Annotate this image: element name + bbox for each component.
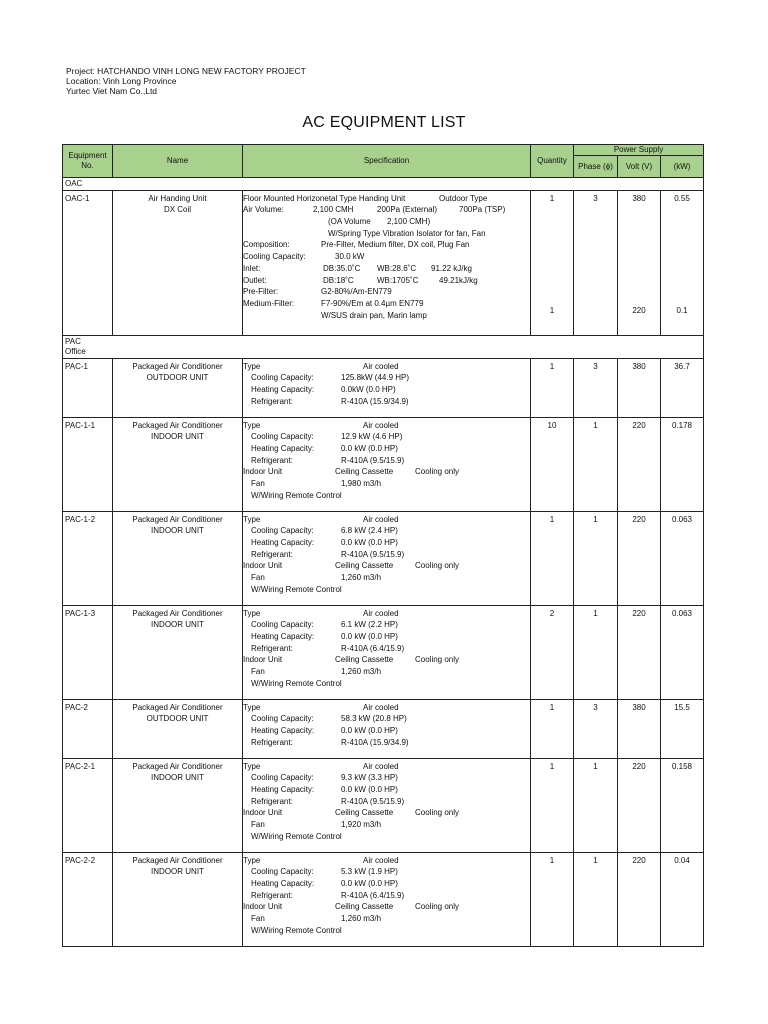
table-row-pac-1-3 [63,605,704,699]
refrigerant-value: R-410A (6.4/15.9) [341,643,405,653]
fan-value: 1,980 m3/h [341,479,382,489]
name-line-1: Packaged Air Conditioner [132,761,223,771]
heating-value: 0.0 kW (0.0 HP) [341,785,398,795]
volt-value: 220 [632,305,646,315]
fan-label: Fan [251,820,265,830]
unit-type-value: Ceiling Cassette [335,902,394,912]
refrigerant-label: Refrigerant: [251,737,293,747]
cooling-label: Cooling Capacity: [251,526,314,536]
location-line: Location: Vinh Long Province [66,76,177,86]
name-line-2: DX Coil [163,205,192,215]
section-row-pac [63,335,704,358]
quantity-cell: 1 [531,852,574,946]
quantity-cell: 1 [531,358,574,417]
remote-control-text: W/Wiring Remote Control [251,490,342,500]
volt-cell [618,190,661,335]
fan-label: Fan [251,479,265,489]
name-line-2: INDOOR UNIT [151,526,204,536]
equipment-no: PAC-2-1 [63,758,113,852]
equipment-name [113,511,243,605]
quantity-value: 1 [549,193,555,203]
cooling-value: 6.8 kW (2.4 HP) [341,526,398,536]
name-line-1: Packaged Air Conditioner [132,361,223,371]
cooling-label: Cooling Capacity: [251,373,314,383]
fan-label: Fan [251,667,265,677]
col-volt: Volt (V) [618,156,661,178]
equipment-no: PAC-2 [63,699,113,758]
specification-cell [243,605,531,699]
spec-text: Inlet: [243,263,261,273]
cooling-label: Cooling Capacity: [251,432,314,442]
volt-cell: 220 [618,417,661,511]
spec-text: WB:1705˚C [377,275,419,285]
name-line-2: OUTDOOR UNIT [146,373,209,383]
spec-text: Outdoor Type [439,193,488,203]
name-line-2: INDOOR UNIT [151,867,204,877]
spec-text: 91.22 kJ/kg [431,263,472,273]
col-power-supply: Power Supply [574,145,704,156]
refrigerant-value: R-410A (15.9/34.9) [341,396,409,406]
specification-cell [243,758,531,852]
equipment-name [113,358,243,417]
type-label: Type [243,702,261,712]
refrigerant-value: R-410A (9.5/15.9) [341,796,405,806]
phase-cell: 1 [574,605,618,699]
table-row-pac-2 [63,699,704,758]
equipment-no: PAC-1-3 [63,605,113,699]
indoor-unit-label: Indoor Unit [243,902,283,912]
col-specification: Specification [243,145,531,178]
kw-cell: 36.7 [661,358,704,417]
heating-label: Heating Capacity: [251,632,315,642]
refrigerant-label: Refrigerant: [251,643,293,653]
unit-type-value: Ceiling Cassette [335,561,394,571]
name-line-2: INDOOR UNIT [151,773,204,783]
volt-cell: 380 [618,358,661,417]
equipment-no: OAC-1 [63,190,113,335]
cooling-value: 6.1 kW (2.2 HP) [341,620,398,630]
heating-label: Heating Capacity: [251,879,315,889]
spec-text: 49.21kJ/kg [439,275,478,285]
spec-text: (OA Volume [328,217,371,227]
specification-cell [243,417,531,511]
equipment-name [113,699,243,758]
heating-label: Heating Capacity: [251,538,315,548]
company-line: Yurtec Viet Nam Co.,Ltd [66,86,158,96]
quantity-cell: 1 [531,699,574,758]
quantity-value: 1 [549,305,555,315]
equipment-no: PAC-1-2 [63,511,113,605]
spec-text: Pre-Filter, Medium filter, DX coil, Plug Fan [321,240,470,250]
name-line-1: Packaged Air Conditioner [132,514,223,524]
phase-cell: 3 [574,190,618,335]
unit-type-value: Ceiling Cassette [335,467,394,477]
type-label: Type [243,608,261,618]
remote-control-text: W/Wiring Remote Control [251,678,342,688]
refrigerant-value: R-410A (9.5/15.9) [341,455,405,465]
phase-cell: 1 [574,852,618,946]
kw-cell: 0.178 [661,417,704,511]
col-kw: (kW) [661,156,704,178]
heating-value: 0.0 kW (0.0 HP) [341,632,398,642]
col-name: Name [113,145,243,178]
equipment-name [113,758,243,852]
fan-value: 1,920 m3/h [341,820,382,830]
specification-cell [243,699,531,758]
refrigerant-label: Refrigerant: [251,890,293,900]
spec-text: 30.0 kW [335,252,365,262]
indoor-unit-label: Indoor Unit [243,561,283,571]
cooling-value: 5.3 kW (1.9 HP) [341,867,398,877]
cooling-value: 58.3 kW (20.8 HP) [341,714,407,724]
project-line: Project: HATCHANDO VINH LONG NEW FACTORY PROJECT [66,66,306,76]
type-label: Type [243,361,261,371]
spec-text: Pre-Filter: [243,287,279,297]
spec-text: W/SUS drain pan, Marin lamp [321,310,427,320]
volt-cell: 380 [618,699,661,758]
spec-text: Air Volume: [243,205,284,215]
type-value: Air cooled [363,702,399,712]
fan-value: 1,260 m3/h [341,573,382,583]
section-label-line: Office [65,347,86,357]
name-line-1: Air Handing Unit [148,193,207,203]
fan-value: 1,260 m3/h [341,667,382,677]
volt-cell: 220 [618,852,661,946]
volt-cell: 220 [618,511,661,605]
remote-control-text: W/Wiring Remote Control [251,584,342,594]
cooling-label: Cooling Capacity: [251,867,314,877]
cooling-value: 12.9 kW (4.6 HP) [341,432,403,442]
quantity-cell: 1 [531,511,574,605]
kw-value: 0.1 [676,305,688,315]
quantity-cell: 1 [531,758,574,852]
name-line-2: INDOOR UNIT [151,620,204,630]
type-value: Air cooled [363,608,399,618]
equipment-name [113,852,243,946]
volt-value: 380 [632,193,646,203]
indoor-unit-label: Indoor Unit [243,467,283,477]
mode-value: Cooling only [415,902,460,912]
spec-text: 700Pa (TSP) [459,205,506,215]
heating-label: Heating Capacity: [251,726,315,736]
heating-value: 0.0 kW (0.0 HP) [341,538,398,548]
type-value: Air cooled [363,361,399,371]
refrigerant-label: Refrigerant: [251,396,293,406]
kw-cell: 15.5 [661,699,704,758]
refrigerant-label: Refrigerant: [251,796,293,806]
kw-value: 0.55 [674,193,690,203]
equipment-name [113,605,243,699]
mode-value: Cooling only [415,467,460,477]
spec-text: DB:18˚C [323,275,354,285]
name-line-2: INDOOR UNIT [151,432,204,442]
phase-cell: 1 [574,511,618,605]
type-value: Air cooled [363,855,399,865]
type-value: Air cooled [363,420,399,430]
heating-value: 0.0 kW (0.0 HP) [341,726,398,736]
cooling-value: 125.8kW (44.9 HP) [341,373,410,383]
phase-cell: 3 [574,358,618,417]
table-row-pac-2-1 [63,758,704,852]
heating-label: Heating Capacity: [251,385,315,395]
kw-cell [661,190,704,335]
heating-value: 0.0 kW (0.0 HP) [341,879,398,889]
unit-type-value: Ceiling Cassette [335,655,394,665]
quantity-cell: 10 [531,417,574,511]
equipment-table [62,144,704,947]
name-line-2: OUTDOOR UNIT [146,714,209,724]
unit-type-value: Ceiling Cassette [335,808,394,818]
quantity-cell: 2 [531,605,574,699]
col-quantity: Quantity [531,145,574,178]
spec-text: G2-80%/Am-EN779 [321,287,392,297]
fan-value: 1,260 m3/h [341,914,382,924]
type-label: Type [243,855,261,865]
spec-text: 2,100 CMH [313,205,354,215]
section-label: OAC [63,178,704,191]
kw-cell: 0.063 [661,511,704,605]
section-row-oac [63,178,704,191]
spec-text: DB:35.0˚C [323,263,361,273]
equipment-no: PAC-1 [63,358,113,417]
indoor-unit-label: Indoor Unit [243,808,283,818]
spec-text: WB:28.6˚C [377,263,417,273]
kw-cell: 0.158 [661,758,704,852]
volt-cell: 220 [618,605,661,699]
fan-label: Fan [251,573,265,583]
cooling-label: Cooling Capacity: [251,620,314,630]
spec-text: 2,100 CMH) [387,217,431,227]
refrigerant-value: R-410A (6.4/15.9) [341,890,405,900]
col-phase: Phase (ϕ) [574,156,618,178]
table-row-pac-2-2 [63,852,704,946]
spec-text: 200Pa (External) [377,205,438,215]
refrigerant-label: Refrigerant: [251,549,293,559]
spec-text: Medium-Filter: [243,298,295,308]
equipment-name [113,190,243,335]
equipment-name [113,417,243,511]
kw-cell: 0.063 [661,605,704,699]
phase-cell: 1 [574,758,618,852]
spec-text: Outlet: [243,275,267,285]
table-row-oac-1 [63,190,704,335]
spec-text: Cooling Capacity: [243,252,306,262]
name-line-1: Packaged Air Conditioner [132,420,223,430]
phase-cell: 3 [574,699,618,758]
type-label: Type [243,420,261,430]
mode-value: Cooling only [415,808,460,818]
quantity-cell [531,190,574,335]
volt-cell: 220 [618,758,661,852]
specification-cell [243,190,531,335]
table-row-pac-1 [63,358,704,417]
name-line-1: Packaged Air Conditioner [132,608,223,618]
refrigerant-label: Refrigerant: [251,455,293,465]
spec-text: Floor Mounted Horizonetal Type Handing Unit [243,193,406,203]
type-value: Air cooled [363,761,399,771]
indoor-unit-label: Indoor Unit [243,655,283,665]
heating-value: 0.0 kW (0.0 HP) [341,444,398,454]
spec-text: W/Spring Type Vibration Isolator for fan, Fan [328,228,486,238]
col-equipment-no: Equipment No. [63,145,113,178]
name-line-1: Packaged Air Conditioner [132,855,223,865]
heating-label: Heating Capacity: [251,444,315,454]
cooling-label: Cooling Capacity: [251,773,314,783]
document-header [66,66,306,96]
remote-control-text: W/Wiring Remote Control [251,925,342,935]
table-row-pac-1-1 [63,417,704,511]
fan-label: Fan [251,914,265,924]
name-line-1: Packaged Air Conditioner [132,702,223,712]
equipment-no: PAC-1-1 [63,417,113,511]
spec-text: Composition: [243,240,290,250]
mode-value: Cooling only [415,655,460,665]
mode-value: Cooling only [415,561,460,571]
phase-cell: 1 [574,417,618,511]
kw-cell: 0.04 [661,852,704,946]
equipment-no: PAC-2-2 [63,852,113,946]
heating-value: 0.0kW (0.0 HP) [341,385,396,395]
refrigerant-value: R-410A (15.9/34.9) [341,737,409,747]
section-label [63,335,704,358]
heating-label: Heating Capacity: [251,785,315,795]
cooling-label: Cooling Capacity: [251,714,314,724]
type-label: Type [243,514,261,524]
spec-text: F7-90%/Em at 0.4µm EN779 [321,298,424,308]
specification-cell [243,358,531,417]
type-label: Type [243,761,261,771]
specification-cell [243,852,531,946]
cooling-value: 9.3 kW (3.3 HP) [341,773,398,783]
remote-control-text: W/Wiring Remote Control [251,831,342,841]
section-label-line: PAC [65,336,81,346]
table-row-pac-1-2 [63,511,704,605]
specification-cell [243,511,531,605]
page-title: AC EQUIPMENT LIST [302,114,466,131]
refrigerant-value: R-410A (9.5/15.9) [341,549,405,559]
type-value: Air cooled [363,514,399,524]
